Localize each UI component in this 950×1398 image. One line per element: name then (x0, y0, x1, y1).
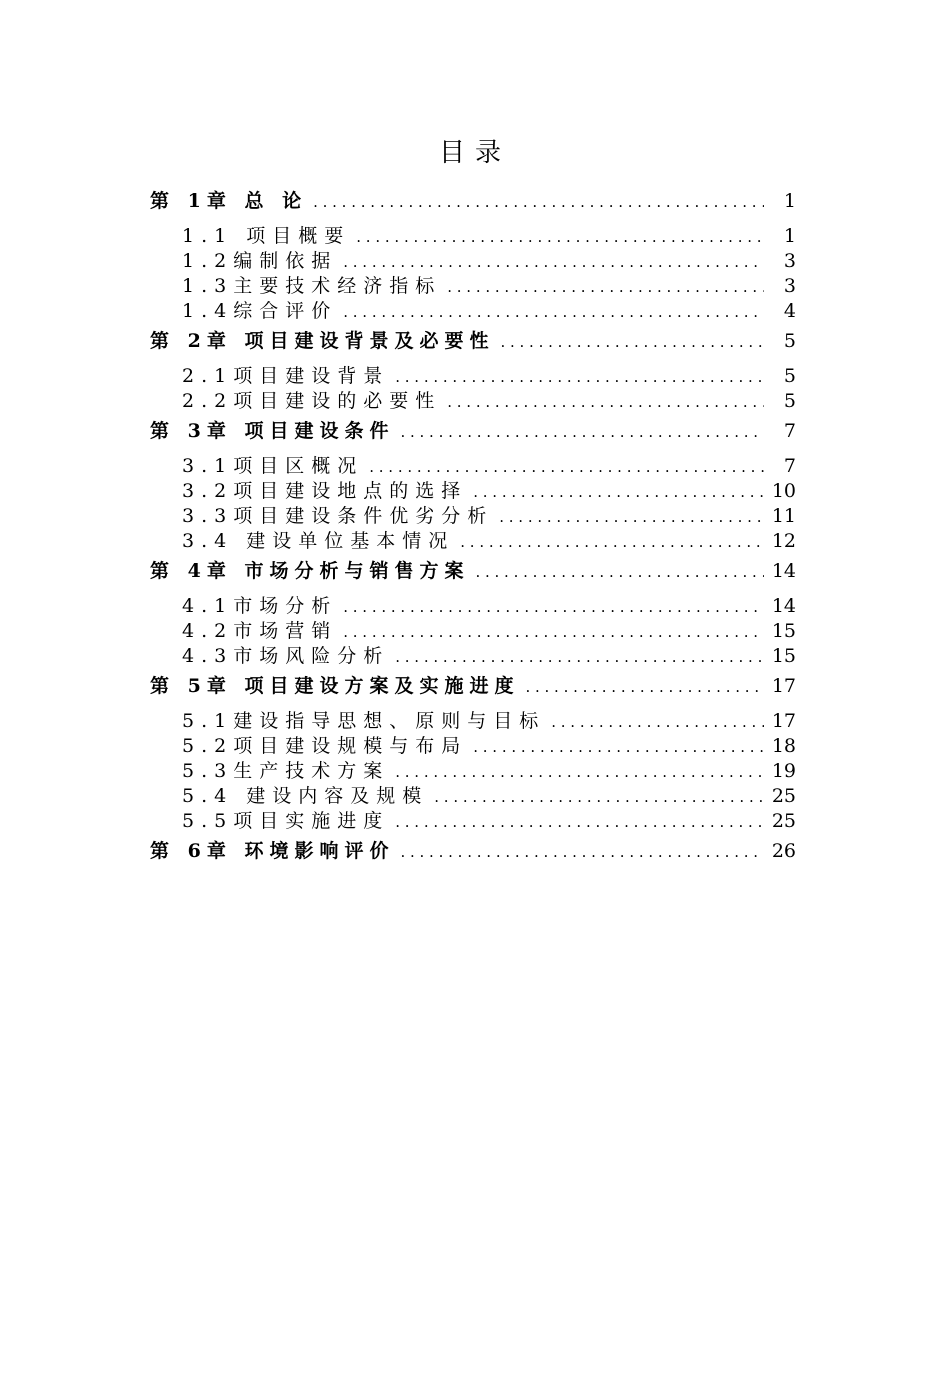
toc-entry-label: 1.2编制依据 (182, 250, 338, 272)
toc-dot-leader (447, 274, 764, 300)
toc-entry-label: 第 5章 项目建设方案及实施进度 (150, 675, 520, 697)
toc-entry-label: 第 6章 环境影响评价 (150, 840, 395, 862)
toc-page-number: 5 (783, 390, 796, 412)
toc-section-entry[interactable] (150, 274, 796, 299)
toc-entry-label: 4.2市场营销 (182, 620, 338, 642)
toc-dot-leader (369, 454, 764, 480)
toc-dot-leader (400, 834, 764, 869)
toc-page-number: 1 (783, 190, 796, 212)
toc-page-number: 5 (783, 330, 796, 352)
toc-page-number: 26 (771, 840, 796, 862)
toc-entry-label: 5.2项目建设规模与布局 (182, 735, 468, 757)
toc-dot-leader (473, 734, 764, 760)
toc-dot-leader (343, 594, 764, 620)
toc-page-number: 10 (771, 480, 796, 502)
toc-section-entry[interactable] (150, 299, 796, 324)
toc-page-number: 25 (771, 785, 796, 807)
toc-entry-label: 5.5项目实施进度 (182, 810, 390, 832)
toc-entry-label: 5.1建设指导思想、原则与目标 (182, 710, 546, 732)
toc-entry-label: 1.3主要技术经济指标 (182, 275, 442, 297)
toc-section-entry[interactable] (150, 619, 796, 644)
toc-entry-label: 3.1项目区概况 (182, 455, 364, 477)
toc-entry-label: 2.2项目建设的必要性 (182, 390, 442, 412)
toc-chapter-entry[interactable] (150, 414, 796, 448)
toc-entry-label: 3.2项目建设地点的选择 (182, 480, 468, 502)
toc-section-entry[interactable] (150, 759, 796, 784)
toc-page-number: 15 (771, 620, 796, 642)
toc-entry-label: 第 3章 项目建设条件 (150, 420, 395, 442)
toc-section-entry[interactable] (150, 709, 796, 734)
toc-dot-leader (434, 784, 764, 810)
toc-section-entry[interactable] (150, 504, 796, 529)
toc-chapter-entry[interactable] (150, 184, 796, 218)
toc-page-number: 5 (783, 365, 796, 387)
toc-dot-leader (356, 224, 764, 250)
toc-section-entry[interactable] (150, 784, 796, 809)
toc-chapter-entry[interactable] (150, 554, 796, 588)
toc-page-number: 1 (783, 225, 796, 247)
toc-section-entry[interactable] (150, 454, 796, 479)
toc-dot-leader (500, 324, 764, 359)
toc-dot-leader (343, 249, 764, 275)
toc-dot-leader (313, 184, 764, 219)
toc-dot-leader (395, 644, 764, 670)
toc-section-entry[interactable] (150, 364, 796, 389)
toc-dot-leader (475, 554, 764, 589)
toc-dot-leader (460, 529, 764, 555)
toc-entry-label: 第 4章 市场分析与销售方案 (150, 560, 470, 582)
toc-dot-leader (499, 504, 764, 530)
toc-page-number: 15 (771, 645, 796, 667)
toc-entry-label: 4.1市场分析 (182, 595, 338, 617)
toc-page-number: 19 (771, 760, 796, 782)
toc-page-number: 14 (771, 560, 796, 582)
toc-page-number: 3 (783, 275, 796, 297)
toc-title: 目录 (438, 138, 511, 168)
toc-dot-leader (395, 759, 764, 785)
toc-chapter-entry[interactable] (150, 324, 796, 358)
toc-dot-leader (473, 479, 764, 505)
toc-page-number: 4 (783, 300, 796, 322)
toc-section-entry[interactable] (150, 224, 796, 249)
toc-page-number: 18 (771, 735, 796, 757)
toc-section-entry[interactable] (150, 734, 796, 759)
toc-entry-label: 3.4 建设单位基本情况 (182, 530, 455, 552)
toc-page-number: 14 (771, 595, 796, 617)
toc-dot-leader (551, 709, 764, 735)
toc-dot-leader (525, 669, 764, 704)
toc-entry-label: 5.4 建设内容及规模 (182, 785, 429, 807)
toc-page-number: 11 (771, 505, 796, 527)
toc-section-entry[interactable] (150, 644, 796, 669)
toc-entry-label: 1.1 项目概要 (182, 225, 351, 247)
toc-dot-leader (395, 364, 764, 390)
toc-section-entry[interactable] (150, 479, 796, 504)
table-of-contents (150, 184, 796, 868)
toc-section-entry[interactable] (150, 389, 796, 414)
toc-page-number: 7 (783, 455, 796, 477)
toc-page-number: 25 (771, 810, 796, 832)
toc-dot-leader (400, 414, 764, 449)
toc-dot-leader (343, 619, 764, 645)
toc-entry-label: 5.3生产技术方案 (182, 760, 390, 782)
toc-page-number: 7 (783, 420, 796, 442)
toc-entry-label: 第 1章 总 论 (150, 190, 308, 212)
toc-page-number: 3 (783, 250, 796, 272)
toc-chapter-entry[interactable] (150, 669, 796, 703)
toc-entry-label: 4.3市场风险分析 (182, 645, 390, 667)
toc-entry-label: 3.3项目建设条件优劣分析 (182, 505, 494, 527)
toc-dot-leader (447, 389, 764, 415)
toc-page-number: 12 (771, 530, 796, 552)
toc-chapter-entry[interactable] (150, 834, 796, 868)
toc-section-entry[interactable] (150, 594, 796, 619)
toc-section-entry[interactable] (150, 249, 796, 274)
toc-page-number: 17 (771, 675, 796, 697)
toc-section-entry[interactable] (150, 809, 796, 834)
toc-page-number: 17 (771, 710, 796, 732)
toc-entry-label: 2.1项目建设背景 (182, 365, 390, 387)
toc-entry-label: 第 2章 项目建设背景及必要性 (150, 330, 495, 352)
toc-dot-leader (395, 809, 764, 835)
toc-section-entry[interactable] (150, 529, 796, 554)
toc-dot-leader (343, 299, 764, 325)
toc-entry-label: 1.4综合评价 (182, 300, 338, 322)
